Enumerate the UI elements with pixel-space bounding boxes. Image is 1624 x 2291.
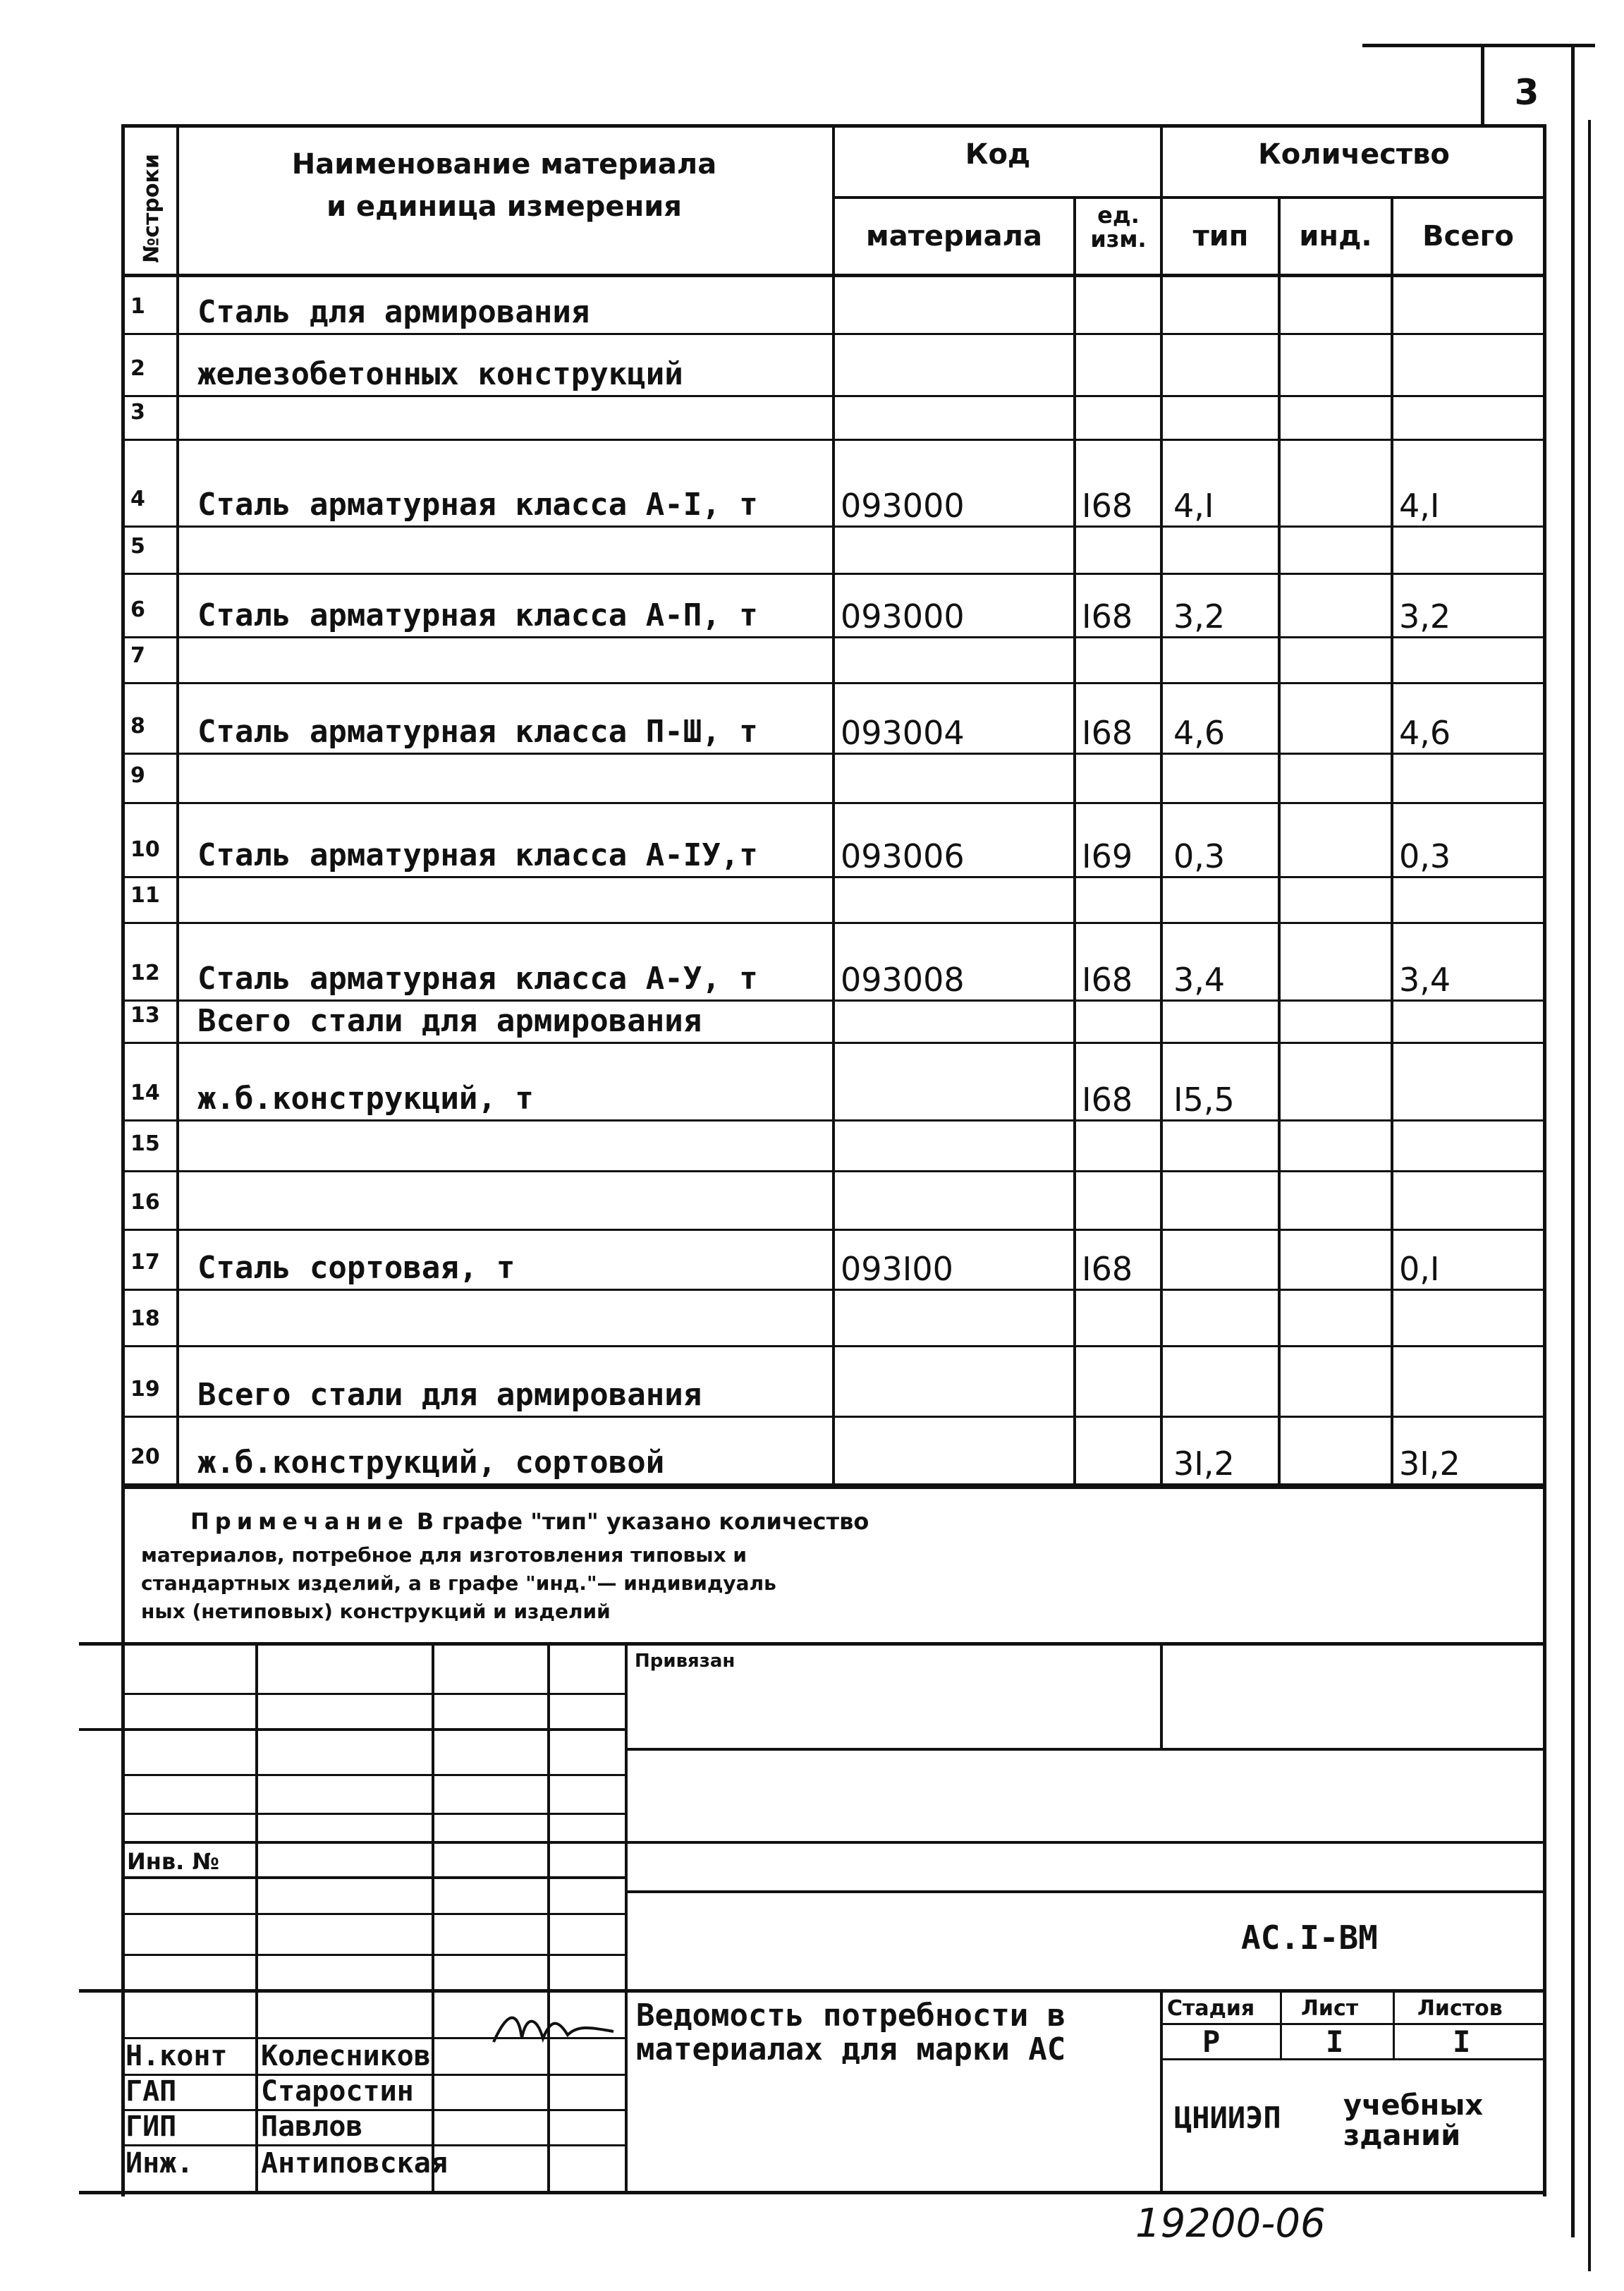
stamp-bottom-line	[79, 2191, 1546, 2194]
signer-name-2: Старостин	[261, 2075, 414, 2108]
sheets-value: I	[1453, 2024, 1471, 2059]
stamp-right-row-2	[626, 1890, 1546, 1893]
stamp-sig-row-3	[121, 2109, 626, 2111]
material-name: Всего стали для армирования	[197, 1377, 702, 1413]
top-frame-line	[1362, 44, 1595, 47]
qty-total: 3,2	[1399, 597, 1451, 636]
document-code: АС.I-ВМ	[1241, 1919, 1378, 1957]
material-code: 093000	[841, 597, 965, 636]
row-number: 6	[130, 597, 145, 622]
note-line-3: стандартных изделий, а в графе "инд."— индивидуаль	[141, 1572, 776, 1595]
row-number: 4	[130, 487, 145, 511]
qty-total: 3I,2	[1399, 1445, 1460, 1483]
header-rownum-label: №строки	[139, 154, 164, 263]
privyazan-label: Привязан	[635, 1651, 735, 1672]
material-name: ж.б.конструкций, сортовой	[197, 1445, 665, 1481]
archive-number: 19200-06	[1135, 2201, 1326, 2247]
row-divider	[121, 1416, 1546, 1418]
header-code-unit-line1: ед.	[1097, 202, 1140, 229]
row-divider	[121, 1345, 1546, 1347]
header-code-group: Код	[965, 138, 1031, 171]
signer-name-3: Павлов	[261, 2110, 363, 2143]
unit-code: I68	[1082, 1250, 1133, 1288]
material-name: Сталь арматурная класса А-П, т	[197, 597, 758, 633]
note-line-4: ных (нетиповых) конструкций и изделий	[141, 1600, 611, 1623]
stamp-title-divider	[1160, 1989, 1163, 2194]
org-name-line2: учебных	[1343, 2089, 1484, 2122]
unit-code: I68	[1082, 1081, 1133, 1119]
signer-role-1: Н.конт	[126, 2040, 228, 2072]
stage-value: Р	[1202, 2024, 1221, 2059]
header-qty-group: Количество	[1258, 138, 1450, 171]
row-number: 16	[130, 1190, 160, 1215]
row-divider	[121, 439, 1546, 441]
qty-total: 0,3	[1399, 837, 1451, 875]
signer-name-1: Колесников	[261, 2040, 431, 2072]
col-line-code	[1073, 196, 1076, 1485]
org-name-line1: ЦНИИЭП	[1174, 2101, 1281, 2135]
note-title: Примечание	[190, 1508, 409, 1535]
row-number: 19	[130, 1377, 160, 1402]
qty-type: 3,4	[1173, 961, 1226, 999]
qty-type: 4,I	[1173, 487, 1214, 525]
sheets-label: Листов	[1417, 1996, 1503, 2021]
row-divider	[121, 876, 1546, 878]
row-number: 13	[130, 1003, 160, 1028]
row-number: 9	[130, 763, 145, 788]
table-left-border	[121, 124, 125, 2196]
unit-code: I68	[1082, 961, 1133, 999]
header-name-line2: и единица измерения	[326, 190, 682, 223]
qty-type: 3,2	[1173, 597, 1226, 636]
row-divider	[121, 573, 1546, 575]
sheet-value: I	[1326, 2024, 1344, 2059]
row-number: 8	[130, 714, 145, 739]
row-divider	[121, 1119, 1546, 1122]
signer-role-3: ГИП	[126, 2110, 177, 2143]
stage-col-2	[1393, 1991, 1395, 2060]
header-qty-total: Всего	[1422, 220, 1514, 253]
inv-no-label: Инв. №	[127, 1848, 219, 1875]
material-name: ж.б.конструкций, т	[197, 1081, 534, 1117]
org-name-line3: зданий	[1343, 2120, 1461, 2152]
stamp-left-row-6	[121, 1876, 626, 1879]
right-frame-line	[1571, 44, 1575, 2237]
row-number: 11	[130, 883, 160, 908]
unit-code: I69	[1082, 837, 1133, 875]
col-line-rownum	[176, 124, 179, 1485]
stamp-privyazan-divider	[1160, 1642, 1163, 1748]
material-name: Сталь сортовая, т	[197, 1250, 515, 1286]
header-mid-line	[832, 196, 1544, 199]
material-name: Сталь для армирования	[197, 294, 590, 330]
header-qty-ind: инд.	[1299, 220, 1372, 253]
row-number: 3	[130, 400, 145, 425]
row-number: 2	[130, 356, 145, 381]
col-line-name	[832, 124, 835, 1485]
row-divider	[121, 802, 1546, 804]
stamp-left-row-1	[121, 1693, 626, 1695]
row-number: 14	[130, 1081, 160, 1105]
material-code: 093006	[841, 837, 965, 875]
handwritten-signature	[487, 2003, 621, 2053]
material-name: Сталь арматурная класса А-У, т	[197, 961, 758, 997]
qty-type: 3I,2	[1173, 1445, 1235, 1483]
row-number: 20	[130, 1445, 160, 1469]
stamp-left-row-3	[121, 1774, 626, 1776]
row-number: 7	[130, 643, 145, 668]
table-right-border	[1543, 124, 1546, 2196]
stamp-left-row-8	[121, 1954, 626, 1956]
qty-total: 4,6	[1399, 714, 1451, 752]
note-line-2: материалов, потребное для изготовления типовых и	[141, 1543, 747, 1567]
signer-role-4: Инж.	[126, 2147, 194, 2180]
document-title-line2: материалах для марки АС	[636, 2031, 1066, 2067]
qty-type: 4,6	[1173, 714, 1226, 752]
table-body-bottom-line	[121, 1485, 1546, 1489]
material-name: Всего стали для армирования	[197, 1003, 702, 1039]
qty-total: 3,4	[1399, 961, 1451, 999]
row-divider	[121, 922, 1546, 924]
header-code-material: материала	[866, 220, 1042, 253]
outer-edge-line	[1588, 120, 1591, 2271]
header-code-unit-line2: изм.	[1090, 226, 1147, 253]
note-text-1: В графе "тип" указано количество	[416, 1508, 869, 1535]
qty-type: I5,5	[1173, 1081, 1235, 1119]
header-bottom-line	[121, 274, 1546, 277]
stamp-row-9	[79, 1989, 1546, 1993]
stamp-left-row-2	[79, 1728, 626, 1731]
material-name: Сталь арматурная класса А-IУ,т	[197, 837, 758, 873]
row-divider	[121, 682, 1546, 684]
qty-total: 4,I	[1399, 487, 1440, 525]
stamp-top-line	[79, 1642, 1546, 1646]
header-name-line1: Наименование материала	[291, 148, 717, 181]
stamp-left-row-4	[121, 1813, 626, 1815]
col-line-ind	[1391, 196, 1393, 1485]
row-number: 18	[130, 1306, 160, 1331]
sheet-number-box-left	[1481, 44, 1484, 124]
col-line-unit	[1160, 124, 1163, 1485]
header-name	[183, 148, 825, 223]
row-divider	[121, 1229, 1546, 1231]
material-code: 093008	[841, 961, 965, 999]
signer-role-2: ГАП	[126, 2075, 177, 2108]
qty-total: 0,I	[1399, 1250, 1440, 1288]
row-divider	[121, 1170, 1546, 1172]
material-code: 093000	[841, 487, 965, 525]
row-divider	[121, 1042, 1546, 1044]
sheet-number: 3	[1514, 72, 1539, 113]
row-number: 10	[130, 837, 160, 862]
row-number: 17	[130, 1250, 160, 1275]
stamp-left-row-7	[121, 1913, 626, 1915]
sheet-label: Лист	[1301, 1996, 1359, 2021]
stage-col-1	[1280, 1991, 1282, 2060]
unit-code: I68	[1082, 487, 1133, 525]
header-qty-type: тип	[1192, 220, 1249, 253]
material-name: Сталь арматурная класса А-I, т	[197, 487, 758, 523]
row-number: 1	[130, 294, 145, 319]
material-code: 093004	[841, 714, 965, 752]
row-divider	[121, 395, 1546, 397]
row-divider	[121, 999, 1546, 1002]
header-code-unit	[1077, 203, 1160, 251]
stamp-right-row-1	[626, 1748, 1546, 1751]
document-title-line1: Ведомость потребности в	[636, 1998, 1066, 2034]
stage-label: Стадия	[1167, 1996, 1255, 2021]
header-rownum	[127, 141, 173, 272]
unit-code: I68	[1082, 597, 1133, 636]
material-name: железобетонных конструкций	[197, 356, 683, 392]
stamp-sig-row-4	[121, 2144, 626, 2146]
row-number: 15	[130, 1131, 160, 1156]
note-line-1	[190, 1508, 869, 1535]
unit-code: I68	[1082, 714, 1133, 752]
material-code: 093I00	[841, 1250, 953, 1288]
qty-type: 0,3	[1173, 837, 1226, 875]
row-number: 12	[130, 961, 160, 985]
row-divider	[121, 333, 1546, 335]
row-divider	[121, 753, 1546, 755]
row-divider	[121, 636, 1546, 638]
row-divider	[121, 525, 1546, 528]
signer-name-4: Антиповская	[261, 2147, 448, 2180]
row-number: 5	[130, 534, 145, 559]
material-name: Сталь арматурная класса П-Ш, т	[197, 714, 758, 750]
row-divider	[121, 1289, 1546, 1291]
stamp-row-5	[121, 1841, 1546, 1844]
